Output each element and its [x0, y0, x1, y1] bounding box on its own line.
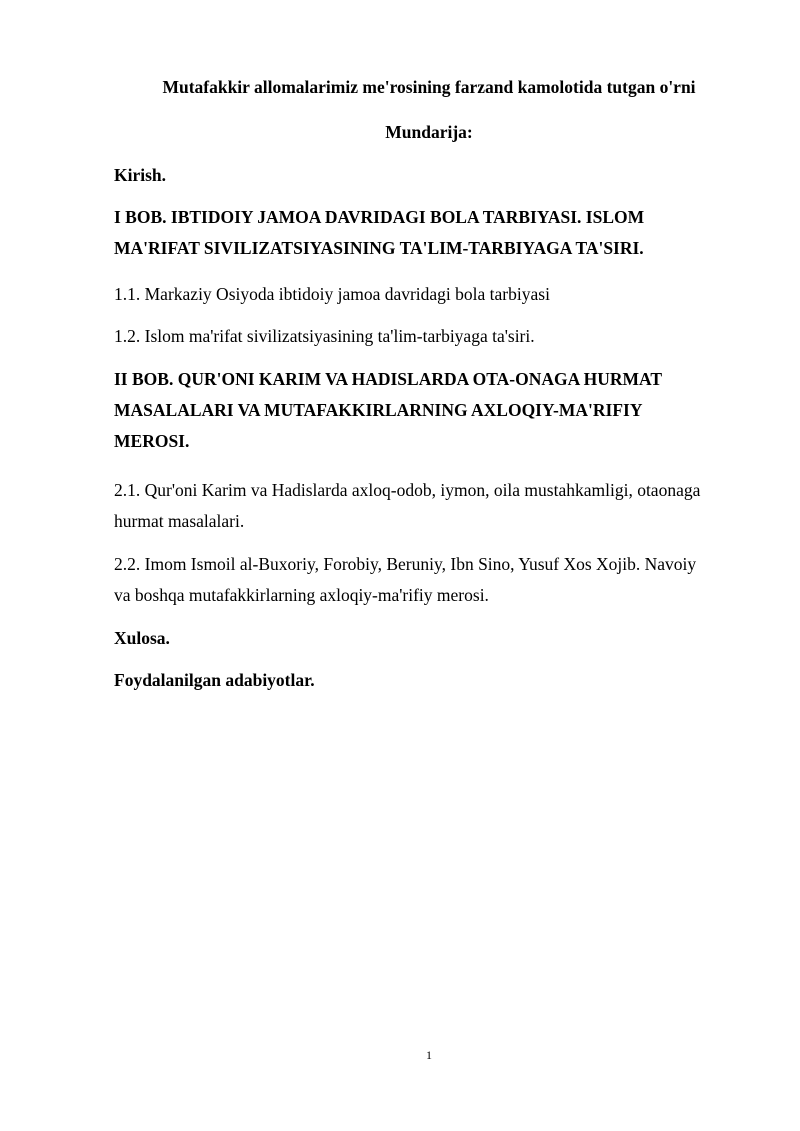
toc-entry-section-2-1: 2.1. Qur'oni Karim va Hadislarda axloq-odob, iymon, oila mustahkamligi, otaonaga hurmat masalalari. [114, 480, 701, 531]
toc-entry-section-1-1: 1.1. Markaziy Osiyoda ibtidoiy jamoa davridagi bola tarbiyasi [114, 284, 550, 304]
toc-entry-section-2-2: 2.2. Imom Ismoil al-Buxoriy, Forobiy, Beruniy, Ibn Sino, Yusuf Xos Xojib. Navoiy va boshqa mutafakkirlarning axloqiy-ma'rifiy merosi. [114, 554, 697, 605]
toc-entry-chapter-2: II BOB. QUR'ONI KARIM VA HADISLARDA OTA-ONAGA HURMAT MASALALARI VA MUTAFAKKIRLARNING AXLOQIY-MA'RIFIY MEROSI. [114, 369, 662, 451]
toc-entry-chapter-1: I BOB. IBTIDOIY JAMOA DAVRIDAGI BOLA TARBIYASI. ISLOM MA'RIFAT SIVILIZATSIYASINING TA'LIM-TARBIYAGA TA'SIRI. [114, 207, 645, 258]
document-title: Mutafakkir allomalarimiz me'rosining farzand kamolotida tutgan o'rni [162, 77, 696, 97]
toc-entry-section-1-2: 1.2. Islom ma'rifat sivilizatsiyasining ta'lim-tarbiyaga ta'siri. [114, 326, 535, 346]
toc-heading: Mundarija: [385, 122, 473, 142]
toc-entry-conclusion: Xulosa. [114, 628, 170, 648]
toc-entry-references: Foydalanilgan adabiyotlar. [114, 670, 315, 690]
toc-entry-introduction: Kirish. [114, 165, 167, 185]
page-number: 1 [426, 1048, 432, 1062]
